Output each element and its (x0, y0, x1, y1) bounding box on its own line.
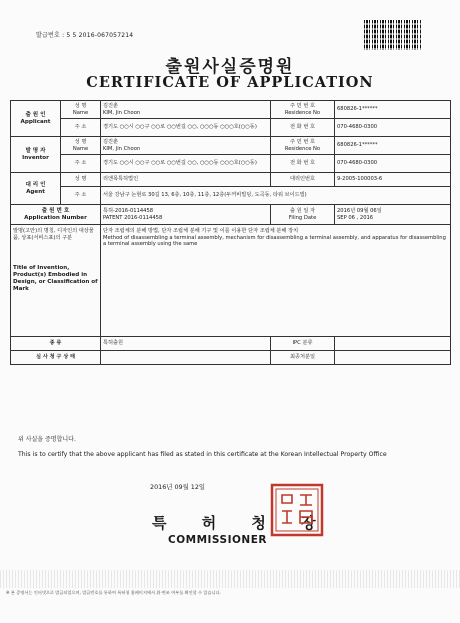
final-disposition-value (335, 351, 451, 365)
application-number-label-en: Application Number (24, 214, 87, 221)
applicant-rn-label-ko: 주 민 번 호 (290, 103, 315, 109)
application-number-row (11, 205, 451, 225)
applicant-rn-label-en: Residence No (284, 109, 321, 116)
title-of-invention-label-cell (11, 225, 101, 337)
applicant-address-label: 주 소 (61, 119, 101, 137)
ipc-label: IPC 분류 (271, 337, 335, 351)
inventor-name-label-en: Name (72, 145, 89, 152)
filing-date-label-cell (271, 205, 335, 225)
applicant-name-value-cell (101, 101, 271, 119)
title-of-invention-value-cell (101, 225, 451, 337)
agent-label-cell (11, 173, 61, 205)
official-seal-icon (270, 483, 324, 537)
inventor-address-value: 경기도 ○○시 ○○구 ○○로 ○○번길 ○○, ○○○동 ○○○호(○○동) (101, 155, 271, 173)
applicant-phone-value: 070-4680-0300 (335, 119, 451, 137)
issue-number: 발급번호 : 5 5 2016-067057214 (36, 32, 134, 39)
applicant-name-label-en: Name (72, 109, 89, 116)
inventor-label-cell (11, 137, 61, 173)
inventor-name-en: KIM, Jin Choon (103, 145, 141, 152)
applicant-row-name (11, 101, 451, 119)
application-number-ko: 특허-2016-0114458 (103, 208, 154, 214)
applicant-phone-label: 전 화 번 호 (271, 119, 335, 137)
inventor-name-ko: 김진춘 (103, 139, 119, 145)
applicant-label-en: Applicant (20, 118, 51, 125)
agent-label-ko: 대 리 인 (25, 181, 46, 188)
filing-date-label-en: Filing Date (288, 214, 317, 221)
inventor-rn-label-ko: 주 민 번 호 (290, 139, 315, 145)
agent-address-value: 서울 강남구 논현로 30길 13, 6층, 10층, 11층, 12층(두꺼비빌딩, 도곡동, 타워 브이드빌) (101, 187, 451, 205)
certification-note: 위 사실을 증명합니다. (18, 436, 76, 443)
agent-row-name (11, 173, 451, 187)
agent-code-value: 9-2005-100003-6 (335, 173, 451, 187)
applicant-name-label-cell (61, 101, 101, 119)
filing-date-value-cell (335, 205, 451, 225)
status-row (11, 351, 451, 365)
agent-address-label: 주 소 (61, 187, 101, 205)
type-value: 특허출원 (101, 337, 271, 351)
type-label: 종 류 (11, 337, 101, 351)
filing-date-en: SEP 06 , 2016 (337, 214, 374, 221)
applicant-label-ko: 출 원 인 (25, 111, 46, 118)
title-korean: 출원사실증명원 (165, 57, 295, 77)
footer-pattern (0, 570, 460, 588)
ipc-value (335, 337, 451, 351)
inventor-row-address (11, 155, 451, 173)
office-name-english: COMMISSIONER (168, 534, 267, 546)
application-number-value-cell (101, 205, 271, 225)
inventor-label-en: Inventor (22, 154, 49, 161)
inventor-row-name (11, 137, 451, 155)
agent-code-label: 대리인번호 (271, 173, 335, 187)
agent-name-label: 성 명 (61, 173, 101, 187)
agent-row-address (11, 187, 451, 205)
inventor-address-label: 주 소 (61, 155, 101, 173)
filing-date-ko: 2016년 09월 06일 (337, 208, 382, 214)
applicant-name-en: KIM, Jin Choon (103, 109, 141, 116)
inventor-phone-label: 전 화 번 호 (271, 155, 335, 173)
inventor-rn-label-cell (271, 137, 335, 155)
application-number-label-cell (11, 205, 101, 225)
inventor-name-label-ko: 성 명 (74, 139, 87, 145)
inventor-label-ko: 발 명 자 (25, 147, 46, 154)
applicant-rn-value: 680826-1****** (335, 101, 451, 119)
barcode (364, 20, 422, 50)
application-number-en: PATENT 2016-0114458 (103, 214, 163, 221)
title-of-invention-row (11, 225, 451, 337)
footer-note: ※ 본 증명서는 인터넷으로 발급되었으며, 발급번호를 통하여 특허청 홈페이지에서 위·변조 여부를 확인할 수 있습니다. (6, 590, 221, 595)
agent-name-value: 리앤목특허법인 (101, 173, 271, 187)
inventor-phone-value: 070-4680-0300 (335, 155, 451, 173)
applicant-row-address (11, 119, 451, 137)
exam-status-label: 심 사 청 구 상 태 (11, 351, 101, 365)
title-of-invention-ko: 단자 조립체의 분해 방법, 단자 조립체 분해 기구 및 이를 이용한 단자 조립체 분해 장치 (103, 228, 299, 234)
inventor-rn-label-en: Residence No (284, 145, 321, 152)
applicant-address-value: 경기도 ○○시 ○○구 ○○로 ○○번길 ○○, ○○○동 ○○○호(○○동) (101, 119, 271, 137)
office-name-korean: 특 허 청 장 (152, 514, 331, 532)
filing-date-label-ko: 출 원 일 자 (290, 208, 315, 214)
issue-date: 2016년 09월 12일 (150, 483, 206, 491)
final-disposition-label: 최종처분일 (271, 351, 335, 365)
applicant-rn-label-cell (271, 101, 335, 119)
inventor-name-value-cell (101, 137, 271, 155)
applicant-name-ko: 김진춘 (103, 103, 119, 109)
type-row (11, 337, 451, 351)
certification-statement: This is to certify that the above applicant has filed as stated in this certificate at the Korean Intellectual Property Office (18, 451, 387, 458)
application-number-label-ko: 출 원 번 호 (41, 207, 70, 214)
inventor-rn-value: 680826-1****** (335, 137, 451, 155)
applicant-label-cell (11, 101, 61, 137)
title-english: CERTIFICATE OF APPLICATION (86, 74, 374, 91)
title-of-invention-label-en: Title of Invention, Product(s) Embodied in Design, or Classification of Mark (13, 265, 98, 292)
application-form-table (10, 100, 451, 365)
exam-status-value (101, 351, 271, 365)
inventor-name-label-cell (61, 137, 101, 155)
title-of-invention-en: Method of disassembling a terminal assembly, mechanism for disassembling a terminal assembly, and apparatus for disassembling a terminal assembly using the same (103, 234, 446, 247)
applicant-name-label-ko: 성 명 (74, 103, 87, 109)
title-of-invention-label-ko: 발명(고안)의 명칭, 디자인의 대상물품, 상표(서비스표)의 구분 (13, 228, 94, 241)
agent-label-en: Agent (26, 188, 45, 195)
